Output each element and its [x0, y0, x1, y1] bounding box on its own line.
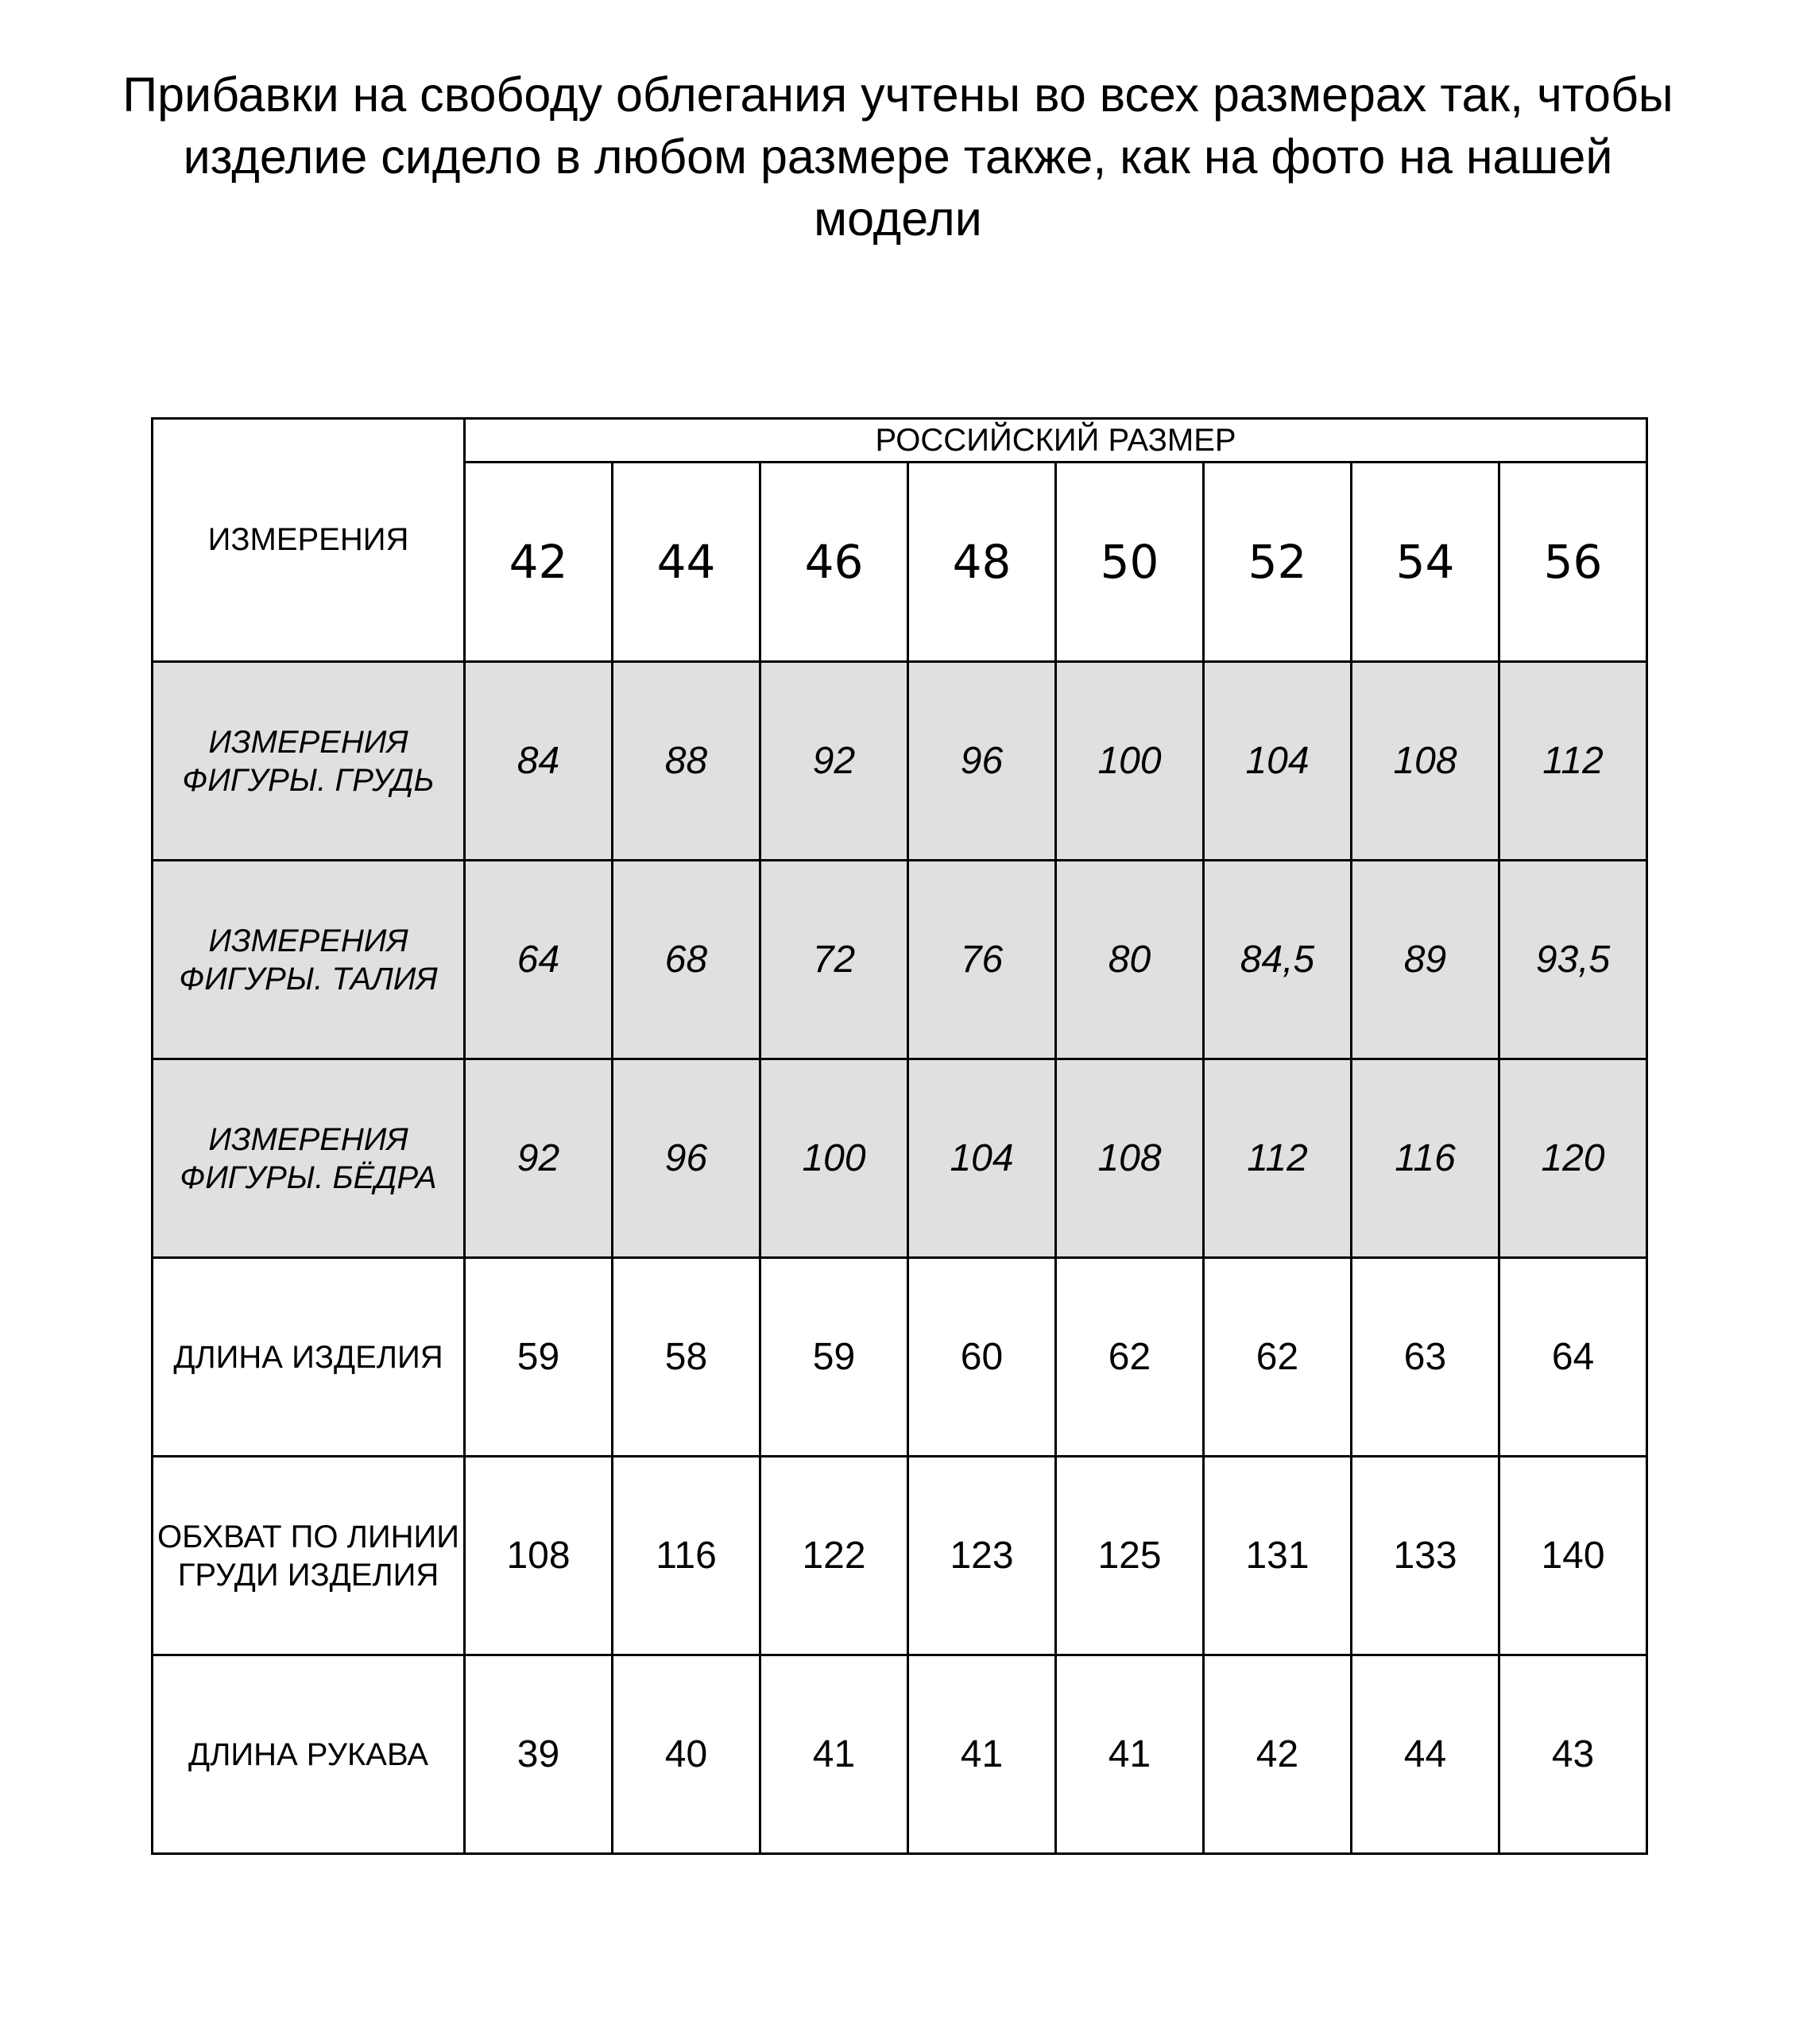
table-cell: 76 [908, 861, 1056, 1059]
table-cell: 88 [613, 662, 760, 861]
table-cell: 84,5 [1204, 861, 1352, 1059]
size-header-cell: 48 [908, 463, 1056, 662]
table-cell: 58 [613, 1258, 760, 1457]
table-cell: 63 [1352, 1258, 1499, 1457]
table-cell: 64 [465, 861, 613, 1059]
table-cell: 92 [760, 662, 908, 861]
row-label: ОБХВАТ ПО ЛИНИИ ГРУДИ ИЗДЕЛИЯ [153, 1457, 465, 1655]
table-cell: 96 [908, 662, 1056, 861]
table-cell: 122 [760, 1457, 908, 1655]
table-cell: 123 [908, 1457, 1056, 1655]
table-cell: 89 [1352, 861, 1499, 1059]
table-cell: 108 [465, 1457, 613, 1655]
table-cell: 44 [1352, 1655, 1499, 1854]
table-cell: 116 [1352, 1059, 1499, 1258]
table-cell: 62 [1204, 1258, 1352, 1457]
size-header-cell: 54 [1352, 463, 1499, 662]
size-header-cell: 42 [465, 463, 613, 662]
table-cell: 133 [1352, 1457, 1499, 1655]
table-row [153, 1059, 1647, 1258]
table-cell: 108 [1056, 1059, 1204, 1258]
row-label: ДЛИНА РУКАВА [153, 1655, 465, 1854]
table-cell: 64 [1499, 1258, 1647, 1457]
size-header-cell: 44 [613, 463, 760, 662]
table-cell: 104 [1204, 662, 1352, 861]
table-cell: 131 [1204, 1457, 1352, 1655]
table-cell: 80 [1056, 861, 1204, 1059]
size-chart-table [151, 417, 1648, 1855]
table-cell: 125 [1056, 1457, 1204, 1655]
measurements-header: ИЗМЕРЕНИЯ [153, 419, 465, 662]
table-cell: 41 [760, 1655, 908, 1854]
table-cell: 68 [613, 861, 760, 1059]
russian-size-header: РОССИЙСКИЙ РАЗМЕР [465, 419, 1647, 463]
row-label: ДЛИНА ИЗДЕЛИЯ [153, 1258, 465, 1457]
table-cell: 116 [613, 1457, 760, 1655]
table-row [153, 1457, 1647, 1655]
row-label: ИЗМЕРЕНИЯ ФИГУРЫ. БЁДРА [153, 1059, 465, 1258]
table-cell: 42 [1204, 1655, 1352, 1854]
table-cell: 62 [1056, 1258, 1204, 1457]
table-cell: 108 [1352, 662, 1499, 861]
size-header-cell: 50 [1056, 463, 1204, 662]
table-cell: 100 [760, 1059, 908, 1258]
fit-allowance-note: Прибавки на свободу облегания учтены во всех размерах так, чтобы изделие сидело в любом размере также, как на фото на нашей модели [122, 68, 1673, 246]
table-cell: 41 [908, 1655, 1056, 1854]
size-header-cell: 46 [760, 463, 908, 662]
size-header-cell: 52 [1204, 463, 1352, 662]
table-cell: 93,5 [1499, 861, 1647, 1059]
table-cell: 104 [908, 1059, 1056, 1258]
table-row [153, 861, 1647, 1059]
table-cell: 41 [1056, 1655, 1204, 1854]
table-cell: 84 [465, 662, 613, 861]
table-cell: 96 [613, 1059, 760, 1258]
table-cell: 120 [1499, 1059, 1647, 1258]
table-cell: 59 [465, 1258, 613, 1457]
table-cell: 112 [1499, 662, 1647, 861]
row-label: ИЗМЕРЕНИЯ ФИГУРЫ. ГРУДЬ [153, 662, 465, 861]
row-label: ИЗМЕРЕНИЯ ФИГУРЫ. ТАЛИЯ [153, 861, 465, 1059]
table-cell: 43 [1499, 1655, 1647, 1854]
table-cell: 112 [1204, 1059, 1352, 1258]
table-cell: 59 [760, 1258, 908, 1457]
table-cell: 40 [613, 1655, 760, 1854]
table-row [153, 1655, 1647, 1854]
table-cell: 60 [908, 1258, 1056, 1457]
table-row [153, 662, 1647, 861]
table-cell: 140 [1499, 1457, 1647, 1655]
table-cell: 72 [760, 861, 908, 1059]
size-header-cell: 56 [1499, 463, 1647, 662]
table-row [153, 1258, 1647, 1457]
table-cell: 92 [465, 1059, 613, 1258]
table-cell: 39 [465, 1655, 613, 1854]
table-cell: 100 [1056, 662, 1204, 861]
